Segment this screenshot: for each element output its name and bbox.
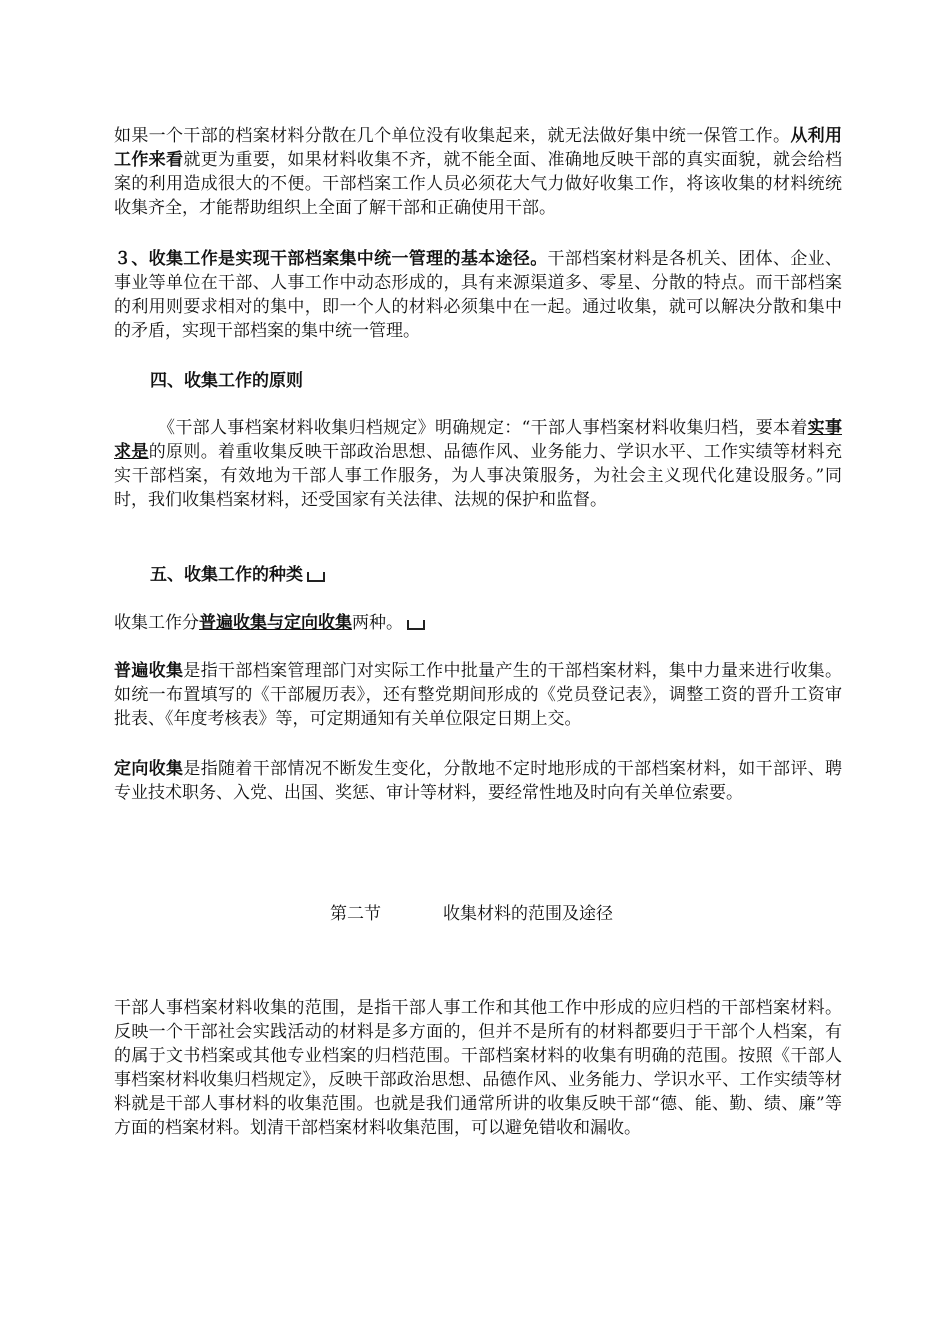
paragraph-unified-management: ３、收集工作是实现干部档案集中统一管理的基本途径。干部档案材料是各机关、团体、企业、事业等单位在干部、人事工作中动态形成的，具有来源渠道多、零星、分散的特点。而干部档案的利用则要求相对的集中，即一个人的材料必须集中在一起。通过收集，就可以解决分散和集中的矛盾，实现干部档案的集中统一管理。 — [114, 249, 843, 341]
section-name: 收集材料的范围及途径 — [443, 904, 613, 924]
paragraph-collection-importance: 如果一个干部的档案材料分散在几个单位没有收集起来，就无法做好集中统一保管工作。从利用工作来看就更为重要，如果材料收集不齐，就不能全面、准确地反映干部的真实面貌，就会给档案的利用造成很大的不便。干部档案工作人员必须花大气力做好收集工作，将该收集的材料统统收集齐全，才能帮助组织上全面了解干部和正确使用干部。 — [114, 126, 843, 218]
section-title — [330, 902, 613, 926]
paragraph-collection-scope: 干部人事档案材料收集的范围，是指干部人事工作和其他工作中形成的应归档的干部档案材料。反映一个干部社会实践活动的材料是多方面的，但并不是所有的材料都要归于干部个人档案，有的属于文书档案或其他专业档案的归档范围。干部档案材料的收集有明确的范围。按照《干部人事档案材料收集归档规定》，反映干部政治思想、品德作风、业务能力、学识水平、工作实绩等材料就是干部人事材料的收集范围。也就是我们通常所讲的收集反映干部“德、能、勤、绩、廉”等方面的档案材料。划清干部档案材料收集范围，可以避免错收和漏收。 — [114, 998, 842, 1138]
paragraph-types: 收集工作分普遍收集与定向收集两种。 — [114, 611, 842, 635]
heading-types: 五、收集工作的种类 — [150, 563, 840, 587]
heading-principles: 四、收集工作的原则 — [150, 371, 303, 391]
section-number: 第二节 — [330, 904, 381, 924]
paragraph-mark-icon — [407, 620, 425, 630]
paragraph-principles: 《干部人事档案材料收集归档规定》明确规定：“干部人事档案材料收集归档，要本着实事求是的原则。着重收集反映干部政治思想、品德作风、业务能力、学识水平、工作实绩等材料充实干部档案，有效地为干部人事工作服务，为人事决策服务，为社会主义现代化建设服务。”同时，我们收集档案材料，还受国家有关法律、法规的保护和监督。 — [114, 418, 843, 510]
paragraph-directed-collection: 定向收集是指随着干部情况不断发生变化，分散地不定时地形成的干部档案材料，如干部评、聘专业技术职务、入党、出国、奖惩、审计等材料，要经常性地及时向有关单位索要。 — [114, 759, 843, 803]
paragraph-general-collection: 普遍收集是指干部档案管理部门对实际工作中批量产生的干部档案材料，集中力量来进行收集。如统一布置填写的《干部履历表》，还有整党期间形成的《党员登记表》，调整工资的晋升工资审批表、《年度考核表》等，可定期通知有关单位限定日期上交。 — [114, 661, 843, 729]
paragraph-mark-icon — [307, 572, 325, 582]
